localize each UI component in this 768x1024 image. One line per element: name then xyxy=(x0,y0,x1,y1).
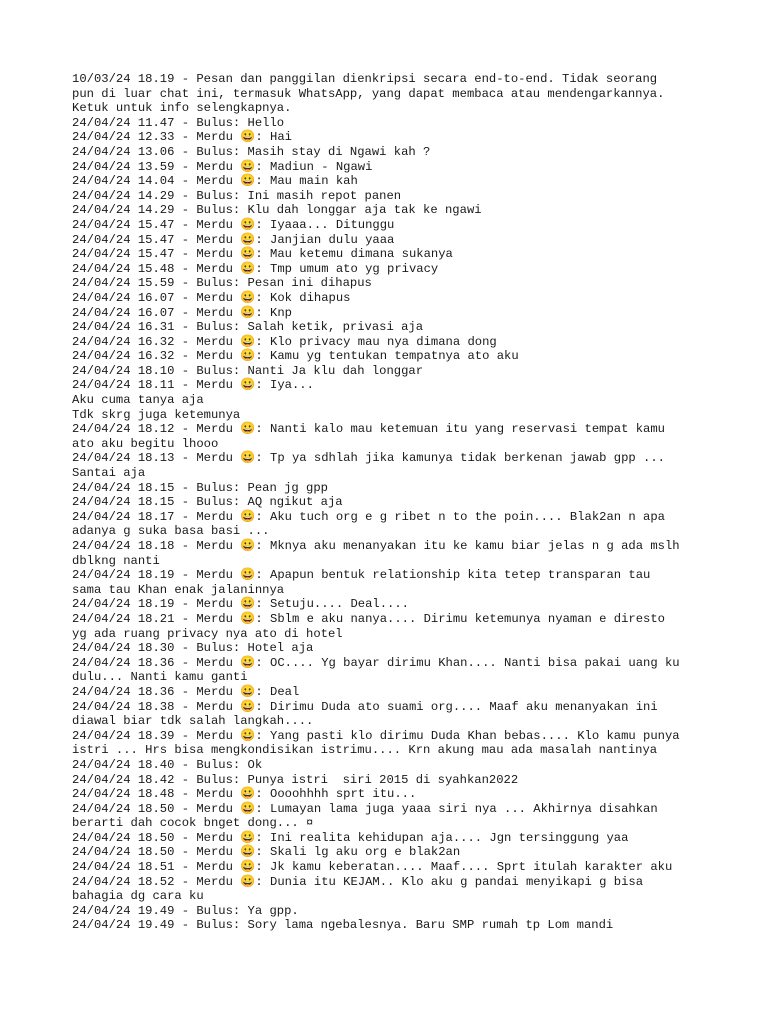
chat-line: 24/04/24 18.38 - Merdu 😀: Dirimu Duda ato suami org.... Maaf aku menanyakan ini xyxy=(72,699,658,714)
chat-line: 24/04/24 13.06 - Bulus: Masih stay di Ngawi kah ? xyxy=(72,144,431,159)
chat-line: Aku cuma tanya aja xyxy=(72,393,204,408)
chat-line: 24/04/24 14.29 - Bulus: Ini masih repot panen xyxy=(72,188,402,203)
chat-line: 24/04/24 16.31 - Bulus: Salah ketik, privasi aja xyxy=(72,320,424,335)
chat-line: 24/04/24 18.17 - Merdu 😀: Aku tuch org e g ribet n to the poin.... Blak2an n apa xyxy=(72,509,665,524)
chat-line: pun di luar chat ini, termasuk WhatsApp, yang dapat membaca atau mendengarkannya. xyxy=(72,86,665,101)
chat-line: sama tau Khan enak jalaninnya xyxy=(72,582,285,597)
chat-line: 24/04/24 18.30 - Bulus: Hotel aja xyxy=(72,641,314,656)
chat-line: 24/04/24 18.15 - Bulus: Pean jg gpp xyxy=(72,480,328,495)
chat-line: 24/04/24 18.48 - Merdu 😀: Oooohhhh sprt itu... xyxy=(72,787,417,802)
chat-line: 24/04/24 16.32 - Merdu 😀: Kamu yg tentukan tempatnya ato aku xyxy=(72,349,519,364)
chat-line: dulu... Nanti kamu ganti xyxy=(72,670,248,685)
chat-line: 24/04/24 16.07 - Merdu 😀: Kok dihapus xyxy=(72,290,351,305)
chat-export-document xyxy=(72,72,712,933)
chat-line: 24/04/24 18.36 - Merdu 😀: OC.... Yg bayar dirimu Khan.... Nanti bisa pakai uang ku xyxy=(72,655,680,670)
chat-line: 24/04/24 18.18 - Merdu 😀: Mknya aku menanyakan itu ke kamu biar jelas n g ada mslh xyxy=(72,539,680,553)
chat-line: Ketuk untuk info selengkapnya. xyxy=(72,101,292,116)
chat-line: Santai aja xyxy=(72,466,146,481)
chat-line: 24/04/24 18.36 - Merdu 😀: Deal xyxy=(72,684,300,699)
chat-line: ato aku begitu lhooo xyxy=(72,436,219,451)
chat-line: 24/04/24 18.52 - Merdu 😀: Dunia itu KEJAM.. Klo aku g pandai menyikapi g bisa xyxy=(72,874,644,889)
chat-line: 24/04/24 19.49 - Bulus: Ya gpp. xyxy=(72,903,299,918)
chat-line: 24/04/24 18.50 - Merdu 😀: Skali lg aku org e blak2an xyxy=(72,845,461,860)
chat-line: berarti dah cocok bnget dong... ¤ xyxy=(72,816,314,831)
chat-line: 24/04/24 18.50 - Merdu 😀: Lumayan lama juga yaaa siri nya ... Akhirnya disahkan xyxy=(72,801,658,816)
chat-line: 24/04/24 18.51 - Merdu 😀: Jk kamu keberatan.... Maaf.... Sprt itulah karakter aku xyxy=(72,860,673,875)
chat-line: 24/04/24 18.42 - Bulus: Punya istri siri 2015 di syahkan2022 xyxy=(72,772,519,787)
chat-line: 24/04/24 18.50 - Merdu 😀: Ini realita kehidupan aja.... Jgn tersinggung yaa xyxy=(72,830,629,845)
chat-line: 24/04/24 18.39 - Merdu 😀: Yang pasti klo dirimu Duda Khan bebas.... Klo kamu punya xyxy=(72,728,680,743)
chat-line: 24/04/24 15.47 - Merdu 😀: Iyaaa... Ditunggu xyxy=(72,217,395,232)
chat-line: 24/04/24 15.47 - Merdu 😀: Mau ketemu dimana sukanya xyxy=(72,247,453,262)
chat-line: 24/04/24 12.33 - Merdu 😀: Hai xyxy=(72,130,292,145)
chat-line: 24/04/24 15.59 - Bulus: Pesan ini dihapus xyxy=(72,276,372,291)
chat-line: 24/04/24 18.19 - Merdu 😀: Apapun bentuk relationship kita tetep transparan tau xyxy=(72,568,651,583)
chat-line: 24/04/24 18.15 - Bulus: AQ ngikut aja xyxy=(72,495,343,510)
chat-line: 24/04/24 16.07 - Merdu 😀: Knp xyxy=(72,305,292,320)
chat-line: 10/03/24 18.19 - Pesan dan panggilan dienkripsi secara end-to-end. Tidak seorang xyxy=(72,72,658,86)
chat-line: dblkng nanti xyxy=(72,553,160,568)
chat-line: 24/04/24 15.48 - Merdu 😀: Tmp umum ato yg privacy xyxy=(72,261,439,276)
chat-line: 24/04/24 16.32 - Merdu 😀: Klo privacy mau nya dimana dong xyxy=(72,334,497,349)
chat-line: 24/04/24 18.10 - Bulus: Nanti Ja klu dah longgar xyxy=(72,363,424,378)
chat-line: 24/04/24 11.47 - Bulus: Hello xyxy=(72,115,285,130)
chat-line: yg ada ruang privacy nya ato di hotel xyxy=(72,626,343,641)
chat-line: 24/04/24 15.47 - Merdu 😀: Janjian dulu yaaa xyxy=(72,232,395,247)
chat-line: 24/04/24 14.04 - Merdu 😀: Mau main kah xyxy=(72,174,358,189)
chat-line: 24/04/24 13.59 - Merdu 😀: Madiun - Ngawi xyxy=(72,159,373,174)
chat-line: 24/04/24 18.11 - Merdu 😀: Iya... xyxy=(72,378,314,393)
chat-line: 24/04/24 19.49 - Bulus: Sory lama ngebalesnya. Baru SMP rumah tp Lom mandi xyxy=(72,918,614,933)
chat-line: adanya g suka basa basi ... xyxy=(72,524,270,539)
chat-line: 24/04/24 18.21 - Merdu 😀: Sblm e aku nanya.... Dirimu ketemunya nyaman e diresto xyxy=(72,611,665,626)
chat-line: 24/04/24 14.29 - Bulus: Klu dah longgar aja tak ke ngawi xyxy=(72,203,482,218)
chat-line: Tdk skrg juga ketemunya xyxy=(72,407,241,422)
chat-line: istri ... Hrs bisa mengkondisikan istrimu.... Krn akung mau ada masalah nantinya xyxy=(72,743,658,758)
chat-line: 24/04/24 18.13 - Merdu 😀: Tp ya sdhlah jika kamunya tidak berkenan jawab gpp ... xyxy=(72,451,665,466)
chat-line: 24/04/24 18.12 - Merdu 😀: Nanti kalo mau ketemuan itu yang reservasi tempat kamu xyxy=(72,422,665,437)
chat-line: diawal biar tdk salah langkah.... xyxy=(72,714,314,729)
chat-line: 24/04/24 18.40 - Bulus: Ok xyxy=(72,757,263,772)
chat-line: bahagia dg cara ku xyxy=(72,889,204,904)
chat-line: 24/04/24 18.19 - Merdu 😀: Setuju.... Deal.... xyxy=(72,597,409,612)
